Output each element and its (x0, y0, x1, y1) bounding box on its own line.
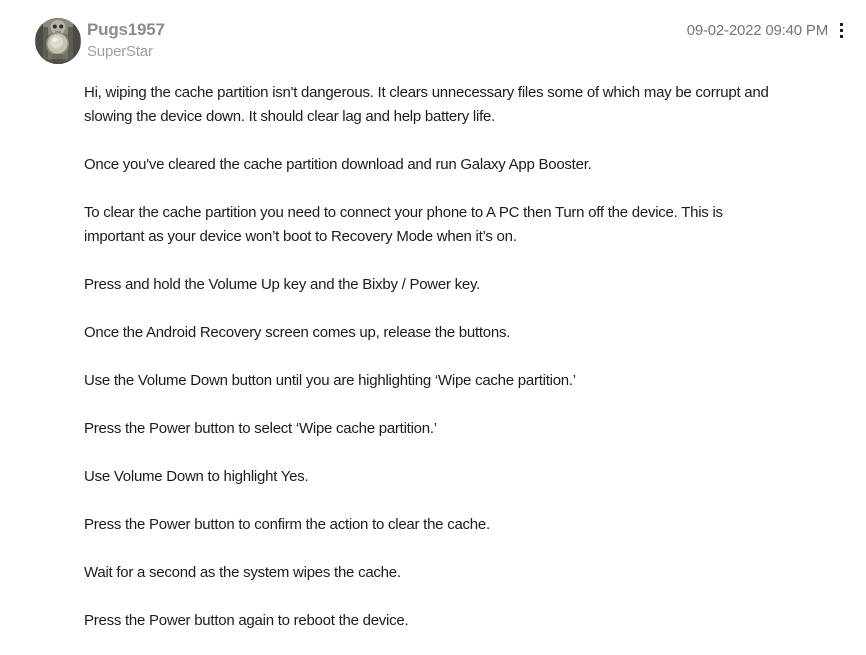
post-body (84, 81, 866, 655)
post-paragraph (84, 513, 866, 537)
post-text-line: important as your device won’t boot to Recovery Mode when it’s on. (84, 228, 517, 245)
post-text-line: Use the Volume Down button until you are highlighting ‘Wipe cache partition.’ (84, 372, 576, 389)
post-text-line: Hi, wiping the cache partition isn't dangerous. It clears unnecessary files some of which may be corrupt and (84, 84, 769, 101)
post-paragraph (84, 609, 866, 633)
avatar-image (35, 18, 81, 64)
post-paragraph (84, 561, 866, 585)
post-text-line: Wait for a second as the system wipes the cache. (84, 564, 401, 581)
post-paragraph (84, 201, 866, 249)
post-paragraph (84, 465, 866, 489)
kebab-dot (840, 23, 843, 26)
post-text-line: Press the Power button to select ‘Wipe cache partition.’ (84, 420, 437, 437)
post-header-right (687, 21, 846, 40)
post-text-line: Use Volume Down to highlight Yes. (84, 468, 309, 485)
post-paragraph (84, 81, 866, 129)
avatar[interactable] (35, 18, 81, 64)
post-paragraph (84, 153, 866, 177)
post-text-line: Once the Android Recovery screen comes up, release the buttons. (84, 324, 511, 341)
post-paragraph (84, 321, 866, 345)
options-menu-icon[interactable] (837, 21, 846, 40)
post-text-line: Press the Power button again to reboot the device. (84, 612, 409, 629)
kebab-dot (840, 35, 843, 38)
post-text-line: Press the Power button to confirm the action to clear the cache. (84, 516, 490, 533)
post-paragraph (84, 369, 866, 393)
post-text-line: Press and hold the Volume Up key and the Bixby / Power key. (84, 276, 481, 293)
post-paragraph (84, 417, 866, 441)
post-text-line: slowing the device down. It should clear lag and help battery life. (84, 108, 496, 125)
post-timestamp: 09-02-2022 09:40 PM (686, 22, 828, 39)
post-text-line: To clear the cache partition you need to connect your phone to A PC then Turn off the device. This is (84, 204, 723, 221)
post-text-line: Once you've cleared the cache partition download and run Galaxy App Booster. (84, 156, 592, 173)
post-paragraph (84, 273, 866, 297)
author-rank: SuperStar (87, 43, 153, 60)
kebab-dot (840, 29, 843, 32)
author-username[interactable]: Pugs1957 (87, 20, 165, 39)
